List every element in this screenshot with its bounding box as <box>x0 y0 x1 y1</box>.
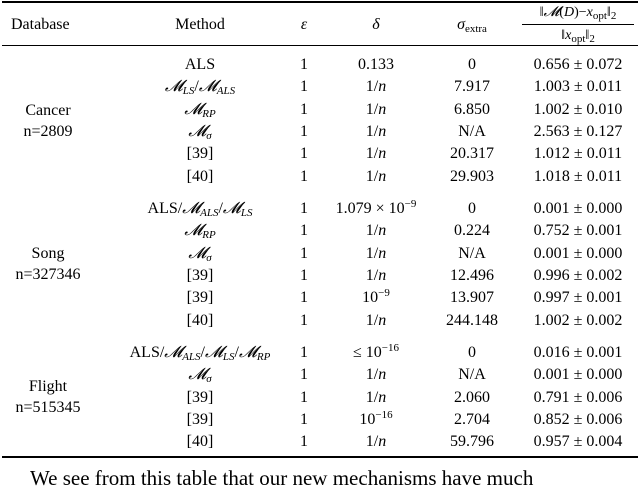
cell-delta-cancer-5: 1/n <box>365 145 387 163</box>
cell-epsilon-cancer-4: 1 <box>300 122 308 140</box>
cell-method-flight-1: ALS/𝓜$_{ALS}$/𝓜$_{LS}$/𝓜$_{RP}$ <box>129 344 271 363</box>
cell-sigma-extra-song-3: N/A <box>458 244 486 262</box>
cell-delta-cancer-2: 1/n <box>365 78 387 96</box>
cell-sigma-extra-flight-5: 59.796 <box>450 433 494 451</box>
cell-epsilon-song-6: 1 <box>300 311 308 329</box>
cell-sigma-extra-cancer-5: 20.317 <box>450 145 494 163</box>
cell-epsilon-cancer-5: 1 <box>300 145 308 163</box>
cell-sigma-extra-song-6: 244.148 <box>446 311 498 329</box>
cell-epsilon-song-2: 1 <box>300 222 308 240</box>
cell-delta-song-4: 1/n <box>365 266 387 284</box>
cell-epsilon-song-3: 1 <box>300 244 308 262</box>
cell-sigma-extra-song-4: 12.496 <box>450 266 494 284</box>
cell-error-ratio-flight-3: 0.791 ± 0.006 <box>533 388 623 406</box>
cell-method-song-4: [39] <box>186 266 214 284</box>
cell-method-flight-4: [39] <box>186 410 214 428</box>
cell-epsilon-flight-1: 1 <box>300 344 308 361</box>
cell-sigma-extra-flight-2: N/A <box>458 366 486 384</box>
cell-method-cancer-4: 𝓜$_\sigma$ <box>188 122 212 142</box>
cell-method-cancer-2: 𝓜$_{LS}$/𝓜$_{ALS}$ <box>164 78 236 98</box>
cell-method-cancer-5: [39] <box>186 145 214 163</box>
cell-epsilon-flight-2: 1 <box>300 366 308 384</box>
cell-delta-song-3: 1/n <box>365 244 387 262</box>
cell-sigma-extra-song-5: 13.907 <box>450 289 494 307</box>
cell-method-cancer-1: ALS <box>184 56 216 73</box>
cell-error-ratio-flight-1: 0.016 ± 0.001 <box>533 344 623 361</box>
cell-delta-cancer-3: 1/n <box>365 100 387 118</box>
header-database: Database <box>11 16 70 33</box>
cell-method-flight-3: [39] <box>186 388 214 406</box>
cell-method-song-1: ALS/𝓜$_{ALS}$/𝓜$_{LS}$ <box>147 200 253 219</box>
cell-sigma-extra-flight-4: 2.704 <box>454 410 490 428</box>
cell-epsilon-cancer-3: 1 <box>300 100 308 118</box>
cell-error-ratio-song-3: 0.001 ± 0.000 <box>533 244 623 262</box>
cell-method-song-2: 𝓜$_{RP}$ <box>184 222 216 242</box>
cell-epsilon-song-4: 1 <box>300 266 308 284</box>
cell-epsilon-cancer-1: 1 <box>300 56 308 73</box>
cell-error-ratio-song-5: 0.997 ± 0.001 <box>533 289 623 307</box>
header-ratio-numerator: $‖𝓜(D)-x_{opt}‖_2$ <box>539 5 617 22</box>
cell-delta-song-6: 1/n <box>365 311 387 329</box>
cell-sigma-extra-cancer-2: 7.917 <box>454 78 490 96</box>
cell-method-flight-2: 𝓜$_\sigma$ <box>188 366 212 386</box>
cell-delta-flight-3: 1/n <box>365 388 387 406</box>
cell-method-song-6: [40] <box>186 311 214 329</box>
cell-error-ratio-song-2: 0.752 ± 0.001 <box>533 222 623 240</box>
cell-sigma-extra-cancer-6: 29.903 <box>450 167 494 185</box>
cell-error-ratio-cancer-4: 2.563 ± 0.127 <box>533 122 623 140</box>
group-label-flight: Flight n=515345 <box>15 378 81 416</box>
cell-error-ratio-song-1: 0.001 ± 0.000 <box>533 200 623 217</box>
cell-delta-cancer-4: 1/n <box>365 122 387 140</box>
cell-error-ratio-song-6: 1.002 ± 0.002 <box>533 311 623 329</box>
cell-delta-flight-4: $10^{-16}$ <box>359 408 393 428</box>
header-ratio-bar <box>522 24 634 25</box>
header-error-ratio <box>518 4 638 44</box>
cell-delta-song-1: $1.079 \times 10^{-9}$ <box>335 198 417 217</box>
cell-sigma-extra-cancer-3: 6.850 <box>454 100 490 118</box>
cell-delta-song-2: 1/n <box>365 222 387 240</box>
cell-sigma-extra-song-2: 0.224 <box>454 222 490 240</box>
cell-epsilon-cancer-2: 1 <box>300 78 308 96</box>
header-epsilon: ε <box>300 16 308 33</box>
cell-epsilon-song-1: 1 <box>300 200 308 217</box>
cell-error-ratio-flight-5: 0.957 ± 0.004 <box>533 433 623 451</box>
cell-error-ratio-cancer-1: 0.656 ± 0.072 <box>533 56 623 73</box>
header-ratio-denominator: $‖x_{opt}‖_2$ <box>561 28 595 45</box>
cell-delta-cancer-6: 1/n <box>365 167 387 185</box>
group-label-cancer: Cancer n=2809 <box>23 102 73 140</box>
cell-method-cancer-3: 𝓜$_{RP}$ <box>184 100 216 120</box>
cell-delta-cancer-1: 0.133 <box>358 56 394 73</box>
table-bottom-rule <box>2 456 638 458</box>
cell-error-ratio-song-4: 0.996 ± 0.002 <box>533 266 623 284</box>
cell-sigma-extra-cancer-1: 0 <box>468 56 476 73</box>
cell-epsilon-flight-4: 1 <box>300 410 308 428</box>
cell-error-ratio-cancer-5: 1.012 ± 0.011 <box>533 145 623 163</box>
cell-error-ratio-cancer-3: 1.002 ± 0.010 <box>533 100 623 118</box>
cell-error-ratio-cancer-2: 1.003 ± 0.011 <box>533 78 623 96</box>
cell-epsilon-song-5: 1 <box>300 289 308 307</box>
cell-method-song-3: 𝓜$_\sigma$ <box>188 244 212 264</box>
header-method: Method <box>175 16 225 33</box>
group-label-song: Song n=327346 <box>15 245 81 283</box>
cell-delta-flight-5: 1/n <box>365 433 387 451</box>
cell-method-song-5: [39] <box>186 289 214 307</box>
cell-delta-flight-2: 1/n <box>365 366 387 384</box>
header-delta: δ <box>372 16 380 33</box>
cell-sigma-extra-cancer-4: N/A <box>458 122 486 140</box>
cell-delta-flight-1: ≤ $10^{-16}$ <box>353 342 399 361</box>
cell-sigma-extra-flight-3: 2.060 <box>454 388 490 406</box>
cell-error-ratio-flight-2: 0.001 ± 0.000 <box>533 366 623 384</box>
cell-epsilon-cancer-6: 1 <box>300 167 308 185</box>
table-top-rule <box>2 1 638 3</box>
cell-sigma-extra-flight-1: 0 <box>468 344 476 361</box>
cell-error-ratio-flight-4: 0.852 ± 0.006 <box>533 410 623 428</box>
following-paragraph-text: We see from this table that our new mechanisms have much <box>30 466 534 490</box>
table-header-rule <box>2 45 638 46</box>
cell-delta-song-5: $10^{-9}$ <box>362 287 390 307</box>
header-sigma-extra: $\sigma_{extra}$ <box>457 16 487 35</box>
cell-method-cancer-6: [40] <box>186 167 214 185</box>
cell-epsilon-flight-5: 1 <box>300 433 308 451</box>
cell-method-flight-5: [40] <box>186 433 214 451</box>
cell-sigma-extra-song-1: 0 <box>468 200 476 217</box>
cell-epsilon-flight-3: 1 <box>300 388 308 406</box>
cell-error-ratio-cancer-6: 1.018 ± 0.011 <box>533 167 623 185</box>
